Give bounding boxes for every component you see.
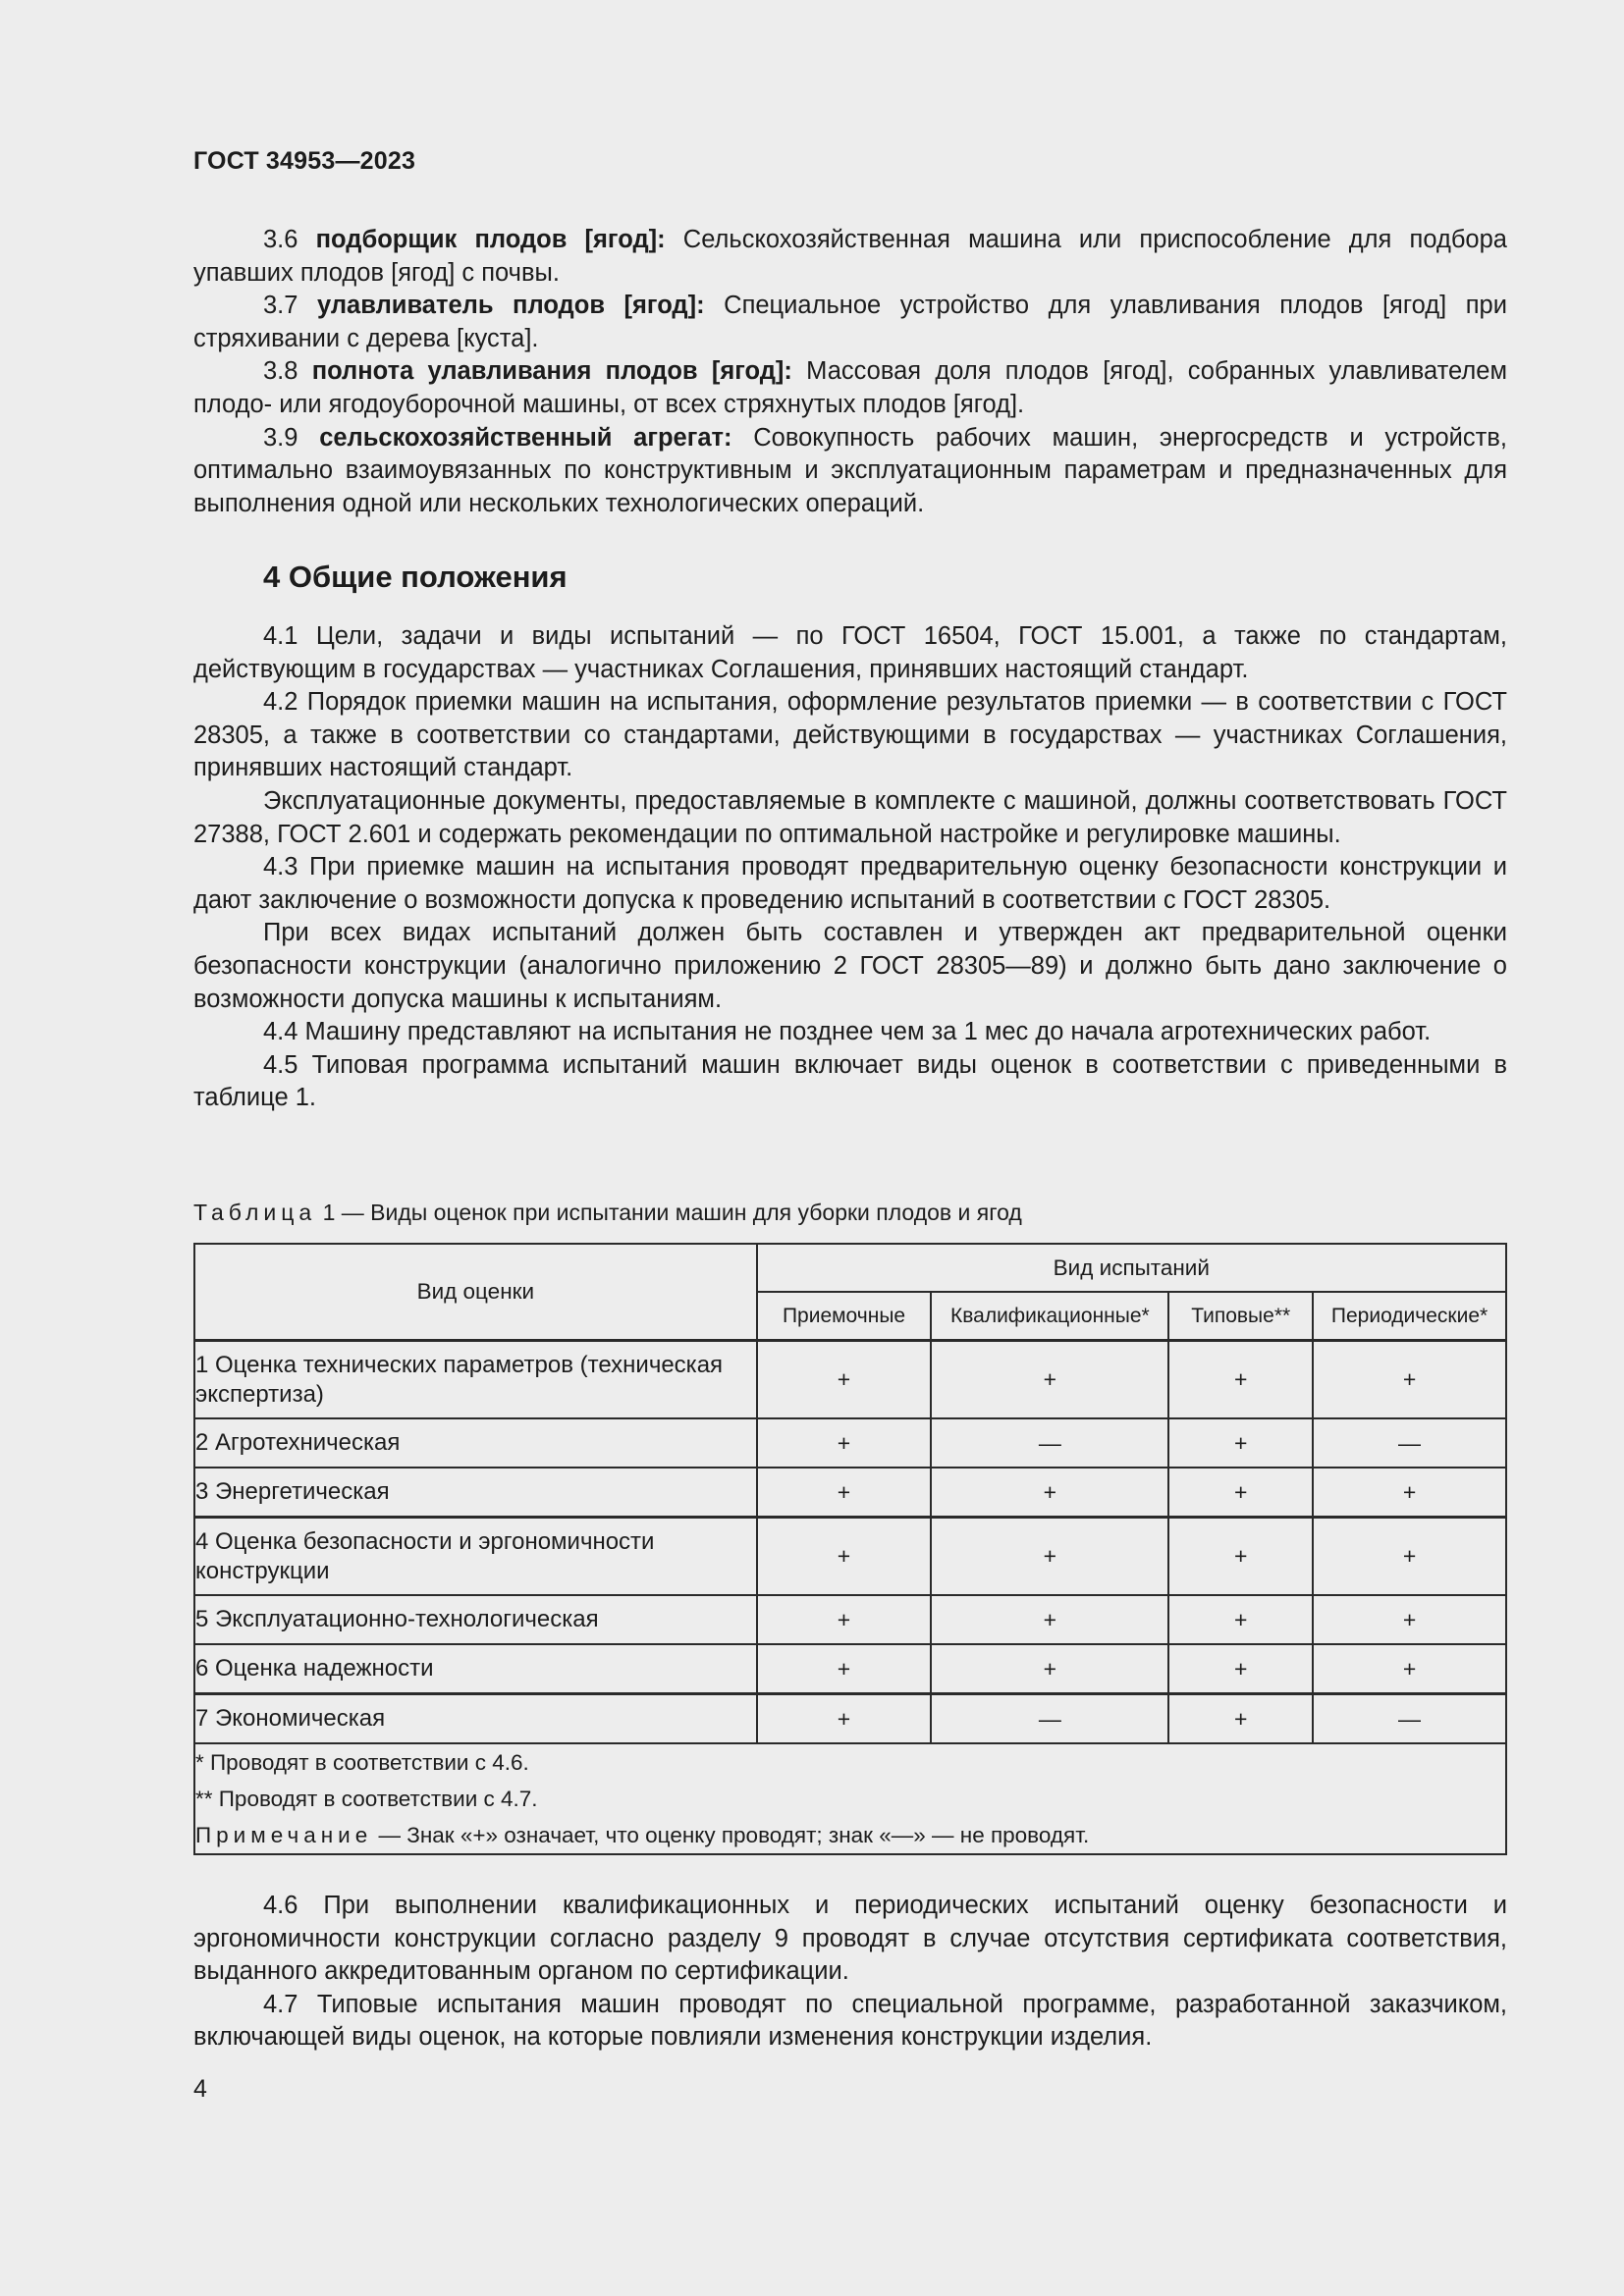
row-name: 5 Эксплуатационно-технологическая [194,1595,757,1644]
row-mark: + [757,1468,932,1518]
page-number: 4 [193,2075,207,2103]
table-row [194,1694,1506,1744]
row-mark: + [931,1644,1168,1694]
table-row [194,1518,1506,1596]
row-name: 6 Оценка надежности [194,1644,757,1694]
definition-3-8 [193,355,1507,421]
row-mark: + [1168,1694,1313,1744]
definition-text: Совокупность рабочих машин, энергосредств и устройств, оптимально взаимоувязанных по конструктивным и эксплуатационным параметрам и предназначенных для выполнения одной или нескольких технологических операций. [193,423,1507,517]
row-mark: — [931,1418,1168,1468]
document-header: ГОСТ 34953—2023 [193,147,416,175]
definition-3-6 [193,224,1507,290]
column-header: Периодические* [1313,1292,1506,1341]
general-provisions-block [193,620,1507,1115]
paragraph-safety-act: При всех видах испытаний должен быть составлен и утвержден акт предварительной оценки безопасности конструкции (аналогично приложению 2 ГОСТ 28305—89) и должно быть дано заключение о возможности допуска машины к испытаниям. [193,919,1507,1013]
definition-term: подборщик плодов [ягод]: [315,226,666,253]
table-caption-text: 1 — Виды оценок при испытании машин для уборки плодов и ягод [322,1200,1022,1225]
row-mark: + [1168,1341,1313,1419]
paragraph-4-4: 4.4 Машину представляют на испытания не позднее чем за 1 мес до начала агротехнических работ. [263,1018,1432,1046]
table-caption [193,1200,1022,1226]
row-mark: + [931,1341,1168,1419]
row-mark: — [931,1694,1168,1744]
table-row [194,1468,1506,1518]
column-header: Типовые** [1168,1292,1313,1341]
definition-term: полнота улавливания плодов [ягод]: [311,357,792,386]
paragraph-4-5: 4.5 Типовая программа испытаний машин включает виды оценок в соответствии с приведенными в таблице 1. [193,1050,1507,1112]
footnote: ** Проводят в соответствии с 4.7. [195,1787,538,1811]
paragraph-4-1: 4.1 Цели, задачи и виды испытаний — по ГОСТ 16504, ГОСТ 15.001, а также по стандартам, действующим в государствах — участниках Соглашения, принявших настоящий стандарт. [193,622,1507,683]
row-mark: + [1168,1644,1313,1694]
row-mark: — [1313,1694,1506,1744]
definition-number: 3.7 [263,292,298,320]
paragraph-4-3: 4.3 При приемке машин на испытания проводят предварительную оценку безопасности конструкции и дают заключение о возможности допуска к проведению испытаний в соответствии с ГОСТ 28305. [193,853,1507,914]
row-mark: — [1313,1418,1506,1468]
row-mark: + [1168,1418,1313,1468]
row-mark: + [757,1518,932,1596]
row-mark: + [757,1644,932,1694]
footnote: * Проводят в соответствии с 4.6. [195,1750,529,1775]
header-test-type: Вид испытаний [757,1244,1506,1292]
definition-number: 3.8 [263,357,298,386]
table-note [195,1817,1505,1853]
table-row [194,1644,1506,1694]
definition-text: Специальное устройство для улавливания плодов [ягод] при стряхивании с дерева [куста]. [193,292,1507,352]
definition-number: 3.6 [263,226,298,253]
row-mark: + [1313,1341,1506,1419]
row-mark: + [1313,1595,1506,1644]
row-name: 1 Оценка технических параметров (техническая экспертиза) [194,1341,757,1419]
section-title: 4 Общие положения [263,560,568,594]
row-mark: + [931,1595,1168,1644]
definition-3-9 [193,422,1507,521]
note-label: Примечание [195,1823,373,1847]
after-table-block [193,1890,1507,2055]
row-name: 2 Агротехническая [194,1418,757,1468]
definition-term: сельскохозяйственный агрегат: [319,423,732,452]
paragraph-4-2: 4.2 Порядок приемки машин на испытания, оформление результатов приемки — в соответствии с ГОСТ 28305, а также в соответствии со стандартами, действующими в государствах — участниках Соглашения, принявших настоящий стандарт. [193,688,1507,782]
row-mark: + [1168,1468,1313,1518]
definition-3-7 [193,290,1507,355]
table-row [194,1418,1506,1468]
definition-number: 3.9 [263,423,298,452]
table-row [194,1595,1506,1644]
row-mark: + [931,1518,1168,1596]
paragraph-operating-docs: Эксплуатационные документы, предоставляемые в комплекте с машиной, должны соответствовать ГОСТ 27388, ГОСТ 2.601 и содержать рекомендации по оптимальной настройке и регулировке машины. [193,786,1507,848]
column-header: Квалификационные* [931,1292,1168,1341]
row-mark: + [1313,1468,1506,1518]
row-name: 4 Оценка безопасности и эргономичности конструкции [194,1518,757,1596]
paragraph-4-7: 4.7 Типовые испытания машин проводят по специальной программе, разработанной заказчиком, включающей виды оценок, на которые повлияли изменения конструкции изделия. [193,1990,1507,2052]
table-row [194,1341,1506,1419]
row-mark: + [1168,1595,1313,1644]
table-notes [194,1743,1506,1854]
row-mark: + [1313,1644,1506,1694]
definition-term: улавливатель плодов [ягод]: [317,292,705,320]
note-text: — Знак «+» означает, что оценку проводят; знак «—» — не проводят. [378,1823,1090,1847]
column-header: Приемочные [757,1292,932,1341]
table-caption-label: Таблица [193,1200,317,1225]
row-mark: + [757,1418,932,1468]
paragraph-4-6: 4.6 При выполнении квалификационных и периодических испытаний оценку безопасности и эргономичности конструкции согласно разделу 9 проводят в случае отсутствия сертификата соответствия, выданного аккредитованным органом по сертификации. [193,1892,1507,1986]
row-mark: + [757,1595,932,1644]
header-eval-type: Вид оценки [194,1244,757,1341]
row-mark: + [1313,1518,1506,1596]
row-mark: + [1168,1518,1313,1596]
evaluation-table [193,1243,1507,1855]
row-mark: + [931,1468,1168,1518]
row-mark: + [757,1341,932,1419]
row-name: 7 Экономическая [194,1694,757,1744]
definition-text: Сельскохозяйственная машина или приспособление для подбора упавших плодов [ягод] с почвы. [193,226,1507,287]
row-mark: + [757,1694,932,1744]
definition-text: Массовая доля плодов [ягод], собранных улавливателем плодо- или ягодоуборочной машины, от всех стряхнутых плодов [ягод]. [193,357,1507,418]
table-notes-row [194,1743,1506,1854]
row-name: 3 Энергетическая [194,1468,757,1518]
definitions-block [193,224,1507,520]
